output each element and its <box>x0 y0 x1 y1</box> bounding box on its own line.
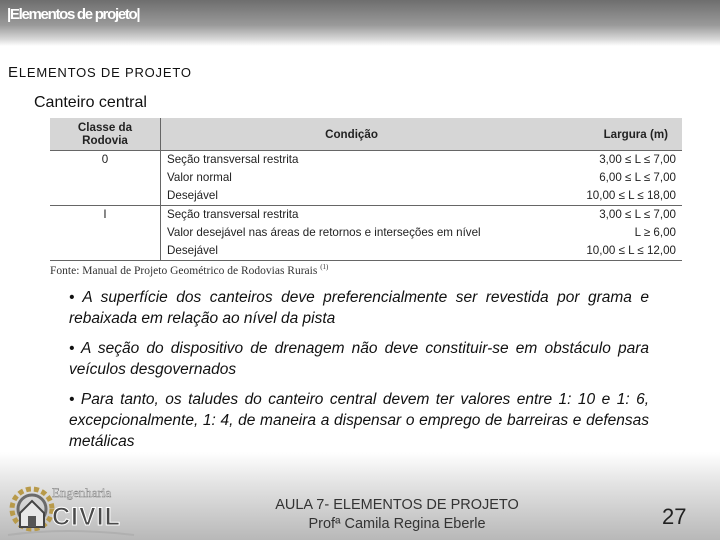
section-heading-initial: E <box>8 64 19 81</box>
cell-class <box>50 169 161 187</box>
cell-condition: Seção transversal restrita <box>161 151 543 170</box>
bullet-item: • A seção do dispositivo de drenagem não deve constituir-se em obstáculo para veículos desgovernados <box>69 340 649 378</box>
cell-condition: Valor desejável nas áreas de retornos e interseções em nível <box>167 226 481 239</box>
table-row <box>50 242 682 261</box>
table-source-text: Fonte: Manual de Projeto Geométrico de Rodovias Rurais <box>50 264 318 277</box>
header-condition: Condição <box>325 127 378 141</box>
width-table <box>50 118 682 261</box>
cell-condition: Desejável <box>167 189 218 202</box>
cell-condition: Valor normal <box>167 171 232 184</box>
cell-width: 3,00 ≤ L ≤ 7,00 <box>542 206 682 225</box>
bullet-list <box>69 287 649 461</box>
footer-author: Profª Camila Regina Eberle <box>308 516 486 532</box>
header-class: Classe da Rodovia <box>50 118 161 151</box>
bullet-item: • Para tanto, os taludes do canteiro central devem ter valores entre 1: 10 e 1: 6, excepcionalmente, 1: 4, de maneira a dispensar o emprego de barreiras e defensas metálicas <box>69 391 649 450</box>
table-source-note: (1) <box>320 263 329 271</box>
table-row <box>50 206 682 225</box>
table-row <box>50 151 682 170</box>
header-width: Largura (m) <box>603 127 668 141</box>
cell-class <box>50 242 161 261</box>
table-row <box>50 224 682 242</box>
house-icon <box>20 501 44 527</box>
section-heading-rest: LEMENTOS DE PROJETO <box>18 65 192 80</box>
cell-width: 10,00 ≤ L ≤ 18,00 <box>586 189 676 202</box>
header-bar <box>0 0 720 46</box>
table-header-row <box>50 118 682 151</box>
cell-class <box>50 187 161 206</box>
bullet-item: • A superfície dos canteiros deve preferencialmente ser revestida por grama e rebaixada em relação ao nível da pista <box>69 289 649 327</box>
footer-course-title: AULA 7- ELEMENTOS DE PROJETO <box>275 497 519 513</box>
logo-top-text: Engenharia <box>52 485 112 500</box>
cell-width: 3,00 ≤ L ≤ 7,00 <box>542 151 682 170</box>
width-table-image <box>50 118 682 266</box>
cell-condition: Seção transversal restrita <box>161 206 543 225</box>
page-number: 27 <box>662 504 687 529</box>
engenharia-civil-logo <box>6 483 136 538</box>
cell-width: L ≥ 6,00 <box>634 226 676 239</box>
cell-class: 0 <box>50 151 161 170</box>
table-row <box>50 169 682 187</box>
cell-width: 10,00 ≤ L ≤ 12,00 <box>542 242 682 261</box>
header-title: |Elementos de projeto| <box>7 6 140 23</box>
cell-class: I <box>50 206 161 225</box>
table-source <box>50 263 328 277</box>
logo-main-text: CIVIL <box>52 503 121 531</box>
footer-text <box>200 496 594 534</box>
cell-condition: Desejável <box>161 242 543 261</box>
table-row <box>50 187 682 206</box>
subtitle: Canteiro central <box>34 94 147 111</box>
cell-class <box>50 224 161 242</box>
section-heading <box>8 64 192 81</box>
cell-width: 6,00 ≤ L ≤ 7,00 <box>599 171 676 184</box>
